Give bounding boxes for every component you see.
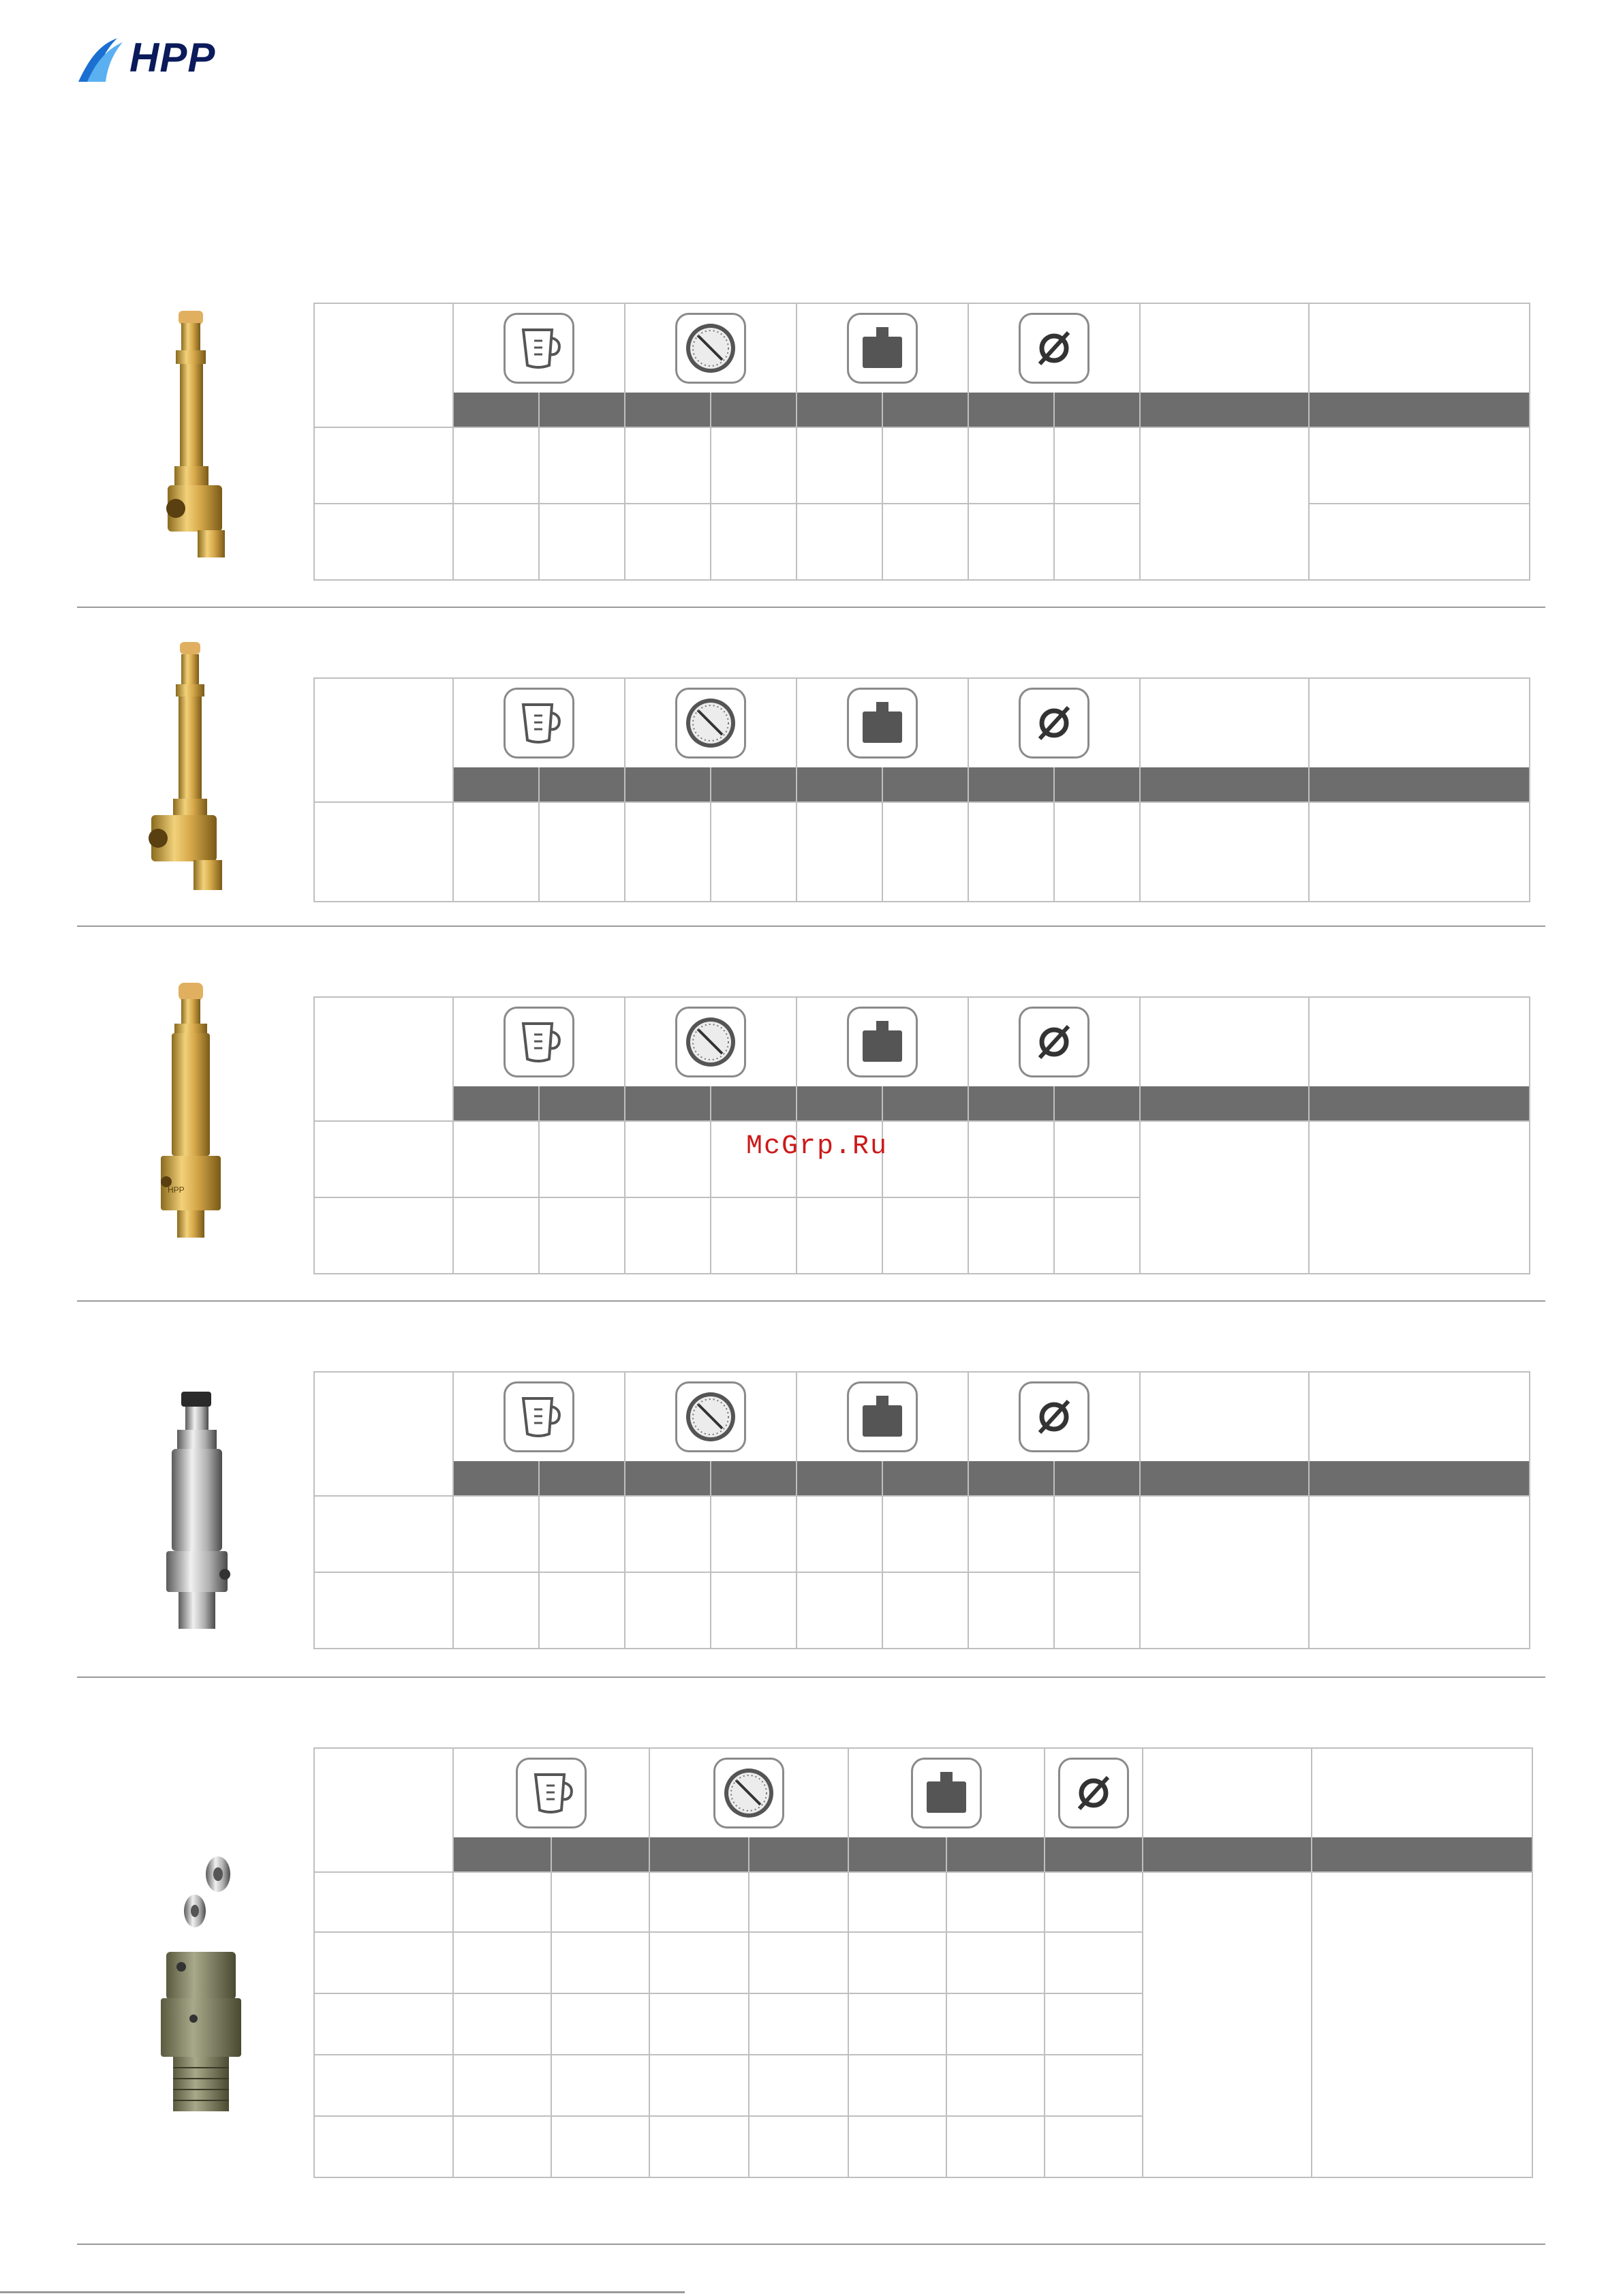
table-cell	[711, 1572, 797, 1649]
table-cell	[848, 1872, 946, 1932]
header-bar-cell	[711, 393, 797, 427]
table-cell	[848, 2055, 946, 2116]
table-cell	[1054, 1496, 1140, 1572]
table-cell	[453, 802, 539, 902]
table-cell	[453, 1121, 539, 1197]
table-cell	[797, 1496, 882, 1572]
table-cell	[1312, 1872, 1532, 2177]
table-cell	[314, 1496, 453, 1572]
brand-name: HPP	[129, 35, 216, 80]
diameter-header	[968, 303, 1140, 393]
table-cell	[797, 427, 882, 504]
table-cell	[551, 1872, 649, 1932]
empty-header-cell	[1309, 303, 1530, 393]
table-cell	[453, 504, 539, 580]
empty-header-cell	[1309, 1372, 1530, 1461]
diameter-header	[968, 1372, 1140, 1461]
table-cell	[625, 1572, 711, 1649]
table-cell	[1140, 1496, 1309, 1649]
empty-header-cell	[1140, 997, 1309, 1086]
product-image-relief-plug	[136, 1840, 259, 2126]
header-bar-cell	[453, 393, 539, 427]
header-bar-cell	[453, 1461, 539, 1496]
header-bar-cell	[649, 1837, 749, 1872]
product-image-stainless-valve	[136, 1390, 259, 1636]
table-cell	[1309, 802, 1530, 902]
spec-table-4	[313, 1371, 1530, 1649]
header-bar-cell	[968, 393, 1054, 427]
model-header-cell	[314, 997, 453, 1086]
flow-jug-icon	[504, 313, 574, 384]
table-cell	[968, 1197, 1054, 1274]
flow-header	[453, 303, 625, 393]
table-cell	[882, 504, 968, 580]
table-cell	[314, 1993, 453, 2055]
table-cell	[1309, 1121, 1530, 1274]
table-cell	[453, 2116, 551, 2177]
pressure-gauge-icon	[713, 1758, 784, 1828]
model-header-cell	[314, 1372, 453, 1461]
table-cell	[882, 1496, 968, 1572]
section-separator	[77, 607, 1545, 608]
table-cell	[314, 2116, 453, 2177]
table-cell	[848, 2116, 946, 2177]
table-cell	[1054, 504, 1140, 580]
table-cell	[1309, 504, 1530, 580]
table-cell	[968, 427, 1054, 504]
table-cell	[539, 1121, 625, 1197]
spec-table-2	[313, 677, 1530, 902]
table-cell	[314, 802, 453, 902]
spec-table-5	[313, 1747, 1533, 2178]
header-bar-cell	[882, 393, 968, 427]
table-cell	[1045, 1993, 1143, 2055]
table-row	[314, 504, 1530, 580]
product-image-brass-valve-2	[75, 639, 307, 898]
weight-icon	[847, 1381, 918, 1452]
table-cell	[711, 802, 797, 902]
table-cell	[1309, 1496, 1530, 1649]
table-cell	[625, 1496, 711, 1572]
flow-jug-icon	[504, 688, 574, 759]
header-bar-cell	[539, 1086, 625, 1121]
empty-header-cell	[1140, 1372, 1309, 1461]
header-bar-cell	[797, 767, 882, 802]
header-bar-cell	[1312, 1837, 1532, 1872]
weight-icon	[847, 1007, 918, 1077]
diameter-header	[968, 678, 1140, 767]
section-separator	[77, 2244, 1545, 2245]
table-cell	[314, 1121, 453, 1197]
model-header-cell	[314, 303, 453, 393]
table-cell	[968, 1496, 1054, 1572]
header-bar-cell	[625, 1086, 711, 1121]
header-bar-cell	[848, 1837, 946, 1872]
empty-header-cell	[1312, 1748, 1532, 1837]
header-bar-cell	[1309, 1461, 1530, 1496]
weight-header	[797, 1372, 968, 1461]
header-bar-cell	[968, 767, 1054, 802]
flow-header	[453, 1748, 649, 1837]
header-bar-cell	[453, 1086, 539, 1121]
diameter-icon	[1019, 1381, 1089, 1452]
table-cell	[539, 1496, 625, 1572]
table-cell	[946, 1872, 1045, 1932]
table-cell	[946, 2055, 1045, 2116]
header-bar-cell	[314, 1837, 453, 1872]
table-cell	[749, 1872, 848, 1932]
table-cell	[711, 504, 797, 580]
header-bar-cell	[1054, 393, 1140, 427]
header-bar-cell	[1054, 1086, 1140, 1121]
model-header-cell	[314, 678, 453, 767]
hpp-logo	[75, 33, 252, 87]
header-bar-cell	[1054, 1461, 1140, 1496]
table-cell	[1054, 802, 1140, 902]
header-bar-cell	[1309, 767, 1530, 802]
weight-header	[797, 997, 968, 1086]
header-bar-cell	[314, 393, 453, 427]
table-cell	[749, 1993, 848, 2055]
pressure-header	[625, 303, 797, 393]
header-bar-cell	[1140, 1086, 1309, 1121]
table-cell	[649, 1872, 749, 1932]
table-cell	[711, 1496, 797, 1572]
flow-jug-icon	[504, 1381, 574, 1452]
table-cell	[314, 1932, 453, 1993]
weight-icon	[847, 313, 918, 384]
table-cell	[625, 802, 711, 902]
section-separator	[77, 1677, 1545, 1678]
table-cell	[539, 1197, 625, 1274]
header-bar-cell	[539, 767, 625, 802]
table-cell	[797, 504, 882, 580]
table-cell	[314, 2055, 453, 2116]
diameter-icon	[1019, 1007, 1089, 1077]
header-bar-cell	[539, 1461, 625, 1496]
table-cell	[1140, 1121, 1309, 1274]
svg-text:HPP: HPP	[168, 1185, 185, 1195]
section-separator	[77, 925, 1545, 927]
table-cell	[711, 427, 797, 504]
pressure-header	[625, 997, 797, 1086]
flow-jug-icon	[504, 1007, 574, 1077]
table-cell	[551, 1993, 649, 2055]
header-bar-cell	[711, 1086, 797, 1121]
pressure-gauge-icon	[675, 688, 746, 759]
footer-line	[0, 2291, 685, 2293]
header-bar-cell	[1140, 393, 1309, 427]
header-bar-cell	[453, 767, 539, 802]
header-bar-cell	[1054, 767, 1140, 802]
header-bar-cell	[625, 767, 711, 802]
flow-header	[453, 997, 625, 1086]
header-bar-cell	[797, 1461, 882, 1496]
table-cell	[882, 1197, 968, 1274]
table-cell	[882, 802, 968, 902]
empty-header-cell	[1309, 997, 1530, 1086]
table-row	[314, 1872, 1532, 1932]
table-cell	[453, 1872, 551, 1932]
table-cell	[1140, 427, 1309, 580]
table-cell	[649, 1993, 749, 2055]
table-cell	[1140, 802, 1309, 902]
flow-header	[453, 678, 625, 767]
table-cell	[1045, 2055, 1143, 2116]
table-cell	[797, 1197, 882, 1274]
header-bar-cell	[625, 393, 711, 427]
weight-header	[848, 1748, 1045, 1837]
table-cell	[1054, 1197, 1140, 1274]
spec-table-3	[313, 996, 1530, 1274]
table-cell	[882, 427, 968, 504]
table-cell	[1045, 1872, 1143, 1932]
table-cell	[1309, 427, 1530, 504]
table-cell	[1045, 1932, 1143, 1993]
hpp-logo-icon	[75, 33, 129, 87]
table-cell	[314, 504, 453, 580]
table-cell	[797, 802, 882, 902]
table-cell	[453, 2055, 551, 2116]
table-cell	[314, 427, 453, 504]
table-row	[314, 802, 1530, 902]
table-cell	[797, 1572, 882, 1649]
table-cell	[946, 1932, 1045, 1993]
header-bar-cell	[314, 1461, 453, 1496]
table-cell	[848, 1993, 946, 2055]
table-cell	[314, 1572, 453, 1649]
header-bar-cell	[968, 1461, 1054, 1496]
header-bar-cell	[797, 1086, 882, 1121]
table-cell	[968, 1121, 1054, 1197]
table-cell	[1054, 1121, 1140, 1197]
product-image-brass-valve-3	[123, 980, 259, 1253]
section-separator	[77, 1300, 1545, 1302]
table-cell	[453, 1993, 551, 2055]
header-bar-cell	[1309, 1086, 1530, 1121]
flow-jug-icon	[516, 1758, 587, 1828]
table-cell	[968, 1572, 1054, 1649]
header-bar-cell	[625, 1461, 711, 1496]
diameter-icon	[1058, 1758, 1129, 1828]
table-row	[314, 427, 1530, 504]
weight-header	[797, 678, 968, 767]
table-cell	[625, 1121, 711, 1197]
pressure-header	[625, 1372, 797, 1461]
pressure-gauge-icon	[675, 1381, 746, 1452]
header-bar-cell	[882, 1461, 968, 1496]
model-header-cell	[314, 1748, 453, 1837]
header-bar-cell	[882, 1086, 968, 1121]
table-cell	[625, 504, 711, 580]
table-cell	[453, 1572, 539, 1649]
table-cell	[453, 1197, 539, 1274]
table-cell	[946, 2116, 1045, 2177]
table-cell	[551, 2116, 649, 2177]
pressure-header	[625, 678, 797, 767]
table-cell	[968, 504, 1054, 580]
table-cell	[946, 1993, 1045, 2055]
table-cell	[625, 427, 711, 504]
pressure-gauge-icon	[675, 1007, 746, 1077]
table-cell	[649, 1932, 749, 1993]
table-cell	[882, 1572, 968, 1649]
header-bar-cell	[1309, 393, 1530, 427]
table-cell	[539, 1572, 625, 1649]
diameter-header	[968, 997, 1140, 1086]
table-cell	[968, 802, 1054, 902]
pressure-header	[649, 1748, 848, 1837]
table-cell	[649, 2055, 749, 2116]
header-bar-cell	[946, 1837, 1045, 1872]
table-cell	[711, 1197, 797, 1274]
table-cell	[749, 2055, 848, 2116]
diameter-header	[1045, 1748, 1143, 1837]
header-bar-cell	[882, 767, 968, 802]
header-bar-cell	[1143, 1837, 1312, 1872]
table-cell	[1045, 2116, 1143, 2177]
spec-table-1	[313, 303, 1530, 581]
weight-header	[797, 303, 968, 393]
table-cell	[1054, 427, 1140, 504]
empty-header-cell	[1143, 1748, 1312, 1837]
empty-header-cell	[1140, 678, 1309, 767]
diameter-icon	[1019, 313, 1089, 384]
table-cell	[453, 1496, 539, 1572]
table-cell	[848, 1932, 946, 1993]
header-bar-cell	[551, 1837, 649, 1872]
empty-header-cell	[1309, 678, 1530, 767]
header-bar-cell	[453, 1837, 551, 1872]
header-bar-cell	[539, 393, 625, 427]
table-cell	[749, 1932, 848, 1993]
table-cell	[749, 2116, 848, 2177]
table-cell	[1143, 1872, 1312, 2177]
header-bar-cell	[797, 393, 882, 427]
table-cell	[539, 504, 625, 580]
header-bar-cell	[314, 767, 453, 802]
table-cell	[453, 1932, 551, 1993]
table-cell	[882, 1121, 968, 1197]
product-image-brass-valve-1	[150, 307, 273, 566]
header-bar-cell	[1140, 767, 1309, 802]
weight-icon	[847, 688, 918, 759]
table-row	[314, 1121, 1530, 1197]
flow-header	[453, 1372, 625, 1461]
table-cell	[314, 1872, 453, 1932]
table-cell	[539, 427, 625, 504]
table-cell	[625, 1197, 711, 1274]
weight-icon	[911, 1758, 982, 1828]
header-bar-cell	[1140, 1461, 1309, 1496]
watermark: McGrp.Ru	[746, 1131, 888, 1162]
diameter-icon	[1019, 688, 1089, 759]
empty-header-cell	[1140, 303, 1309, 393]
table-cell	[453, 427, 539, 504]
table-cell	[314, 1197, 453, 1274]
header-bar-cell	[1045, 1837, 1143, 1872]
table-row	[314, 1496, 1530, 1572]
table-cell	[1054, 1572, 1140, 1649]
header-bar-cell	[968, 1086, 1054, 1121]
table-cell	[551, 2055, 649, 2116]
table-cell	[539, 802, 625, 902]
header-bar-cell	[711, 1461, 797, 1496]
header-bar-cell	[711, 767, 797, 802]
table-cell	[551, 1932, 649, 1993]
header-bar-cell	[749, 1837, 848, 1872]
header-bar-cell	[314, 1086, 453, 1121]
table-cell	[649, 2116, 749, 2177]
pressure-gauge-icon	[675, 313, 746, 384]
